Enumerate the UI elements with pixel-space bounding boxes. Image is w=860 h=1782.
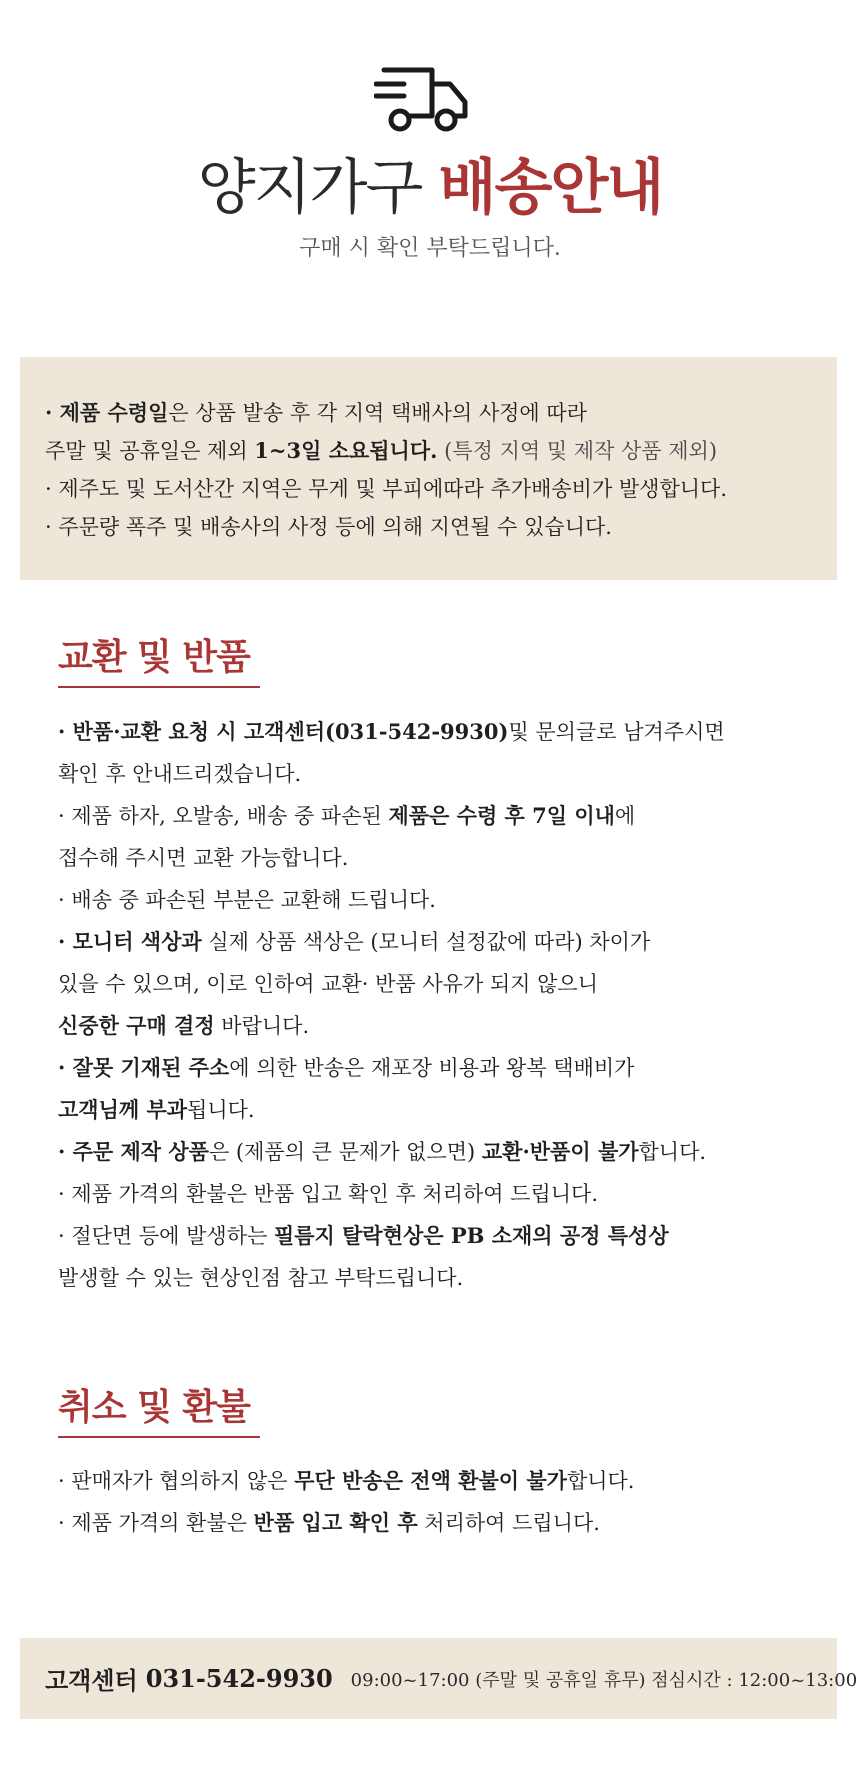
exchange-line <box>58 921 848 963</box>
exchange-emphasis: 제품은 수령 후 7일 이내 <box>388 803 615 828</box>
refund-text: · 제품 가격의 환불은 <box>58 1511 254 1535</box>
refund-text: 처리하여 드립니다. <box>417 1511 600 1535</box>
notice-line: · 제주도 및 도서산간 지역은 무게 및 부피에따라 추가배송비가 발생합니다. <box>45 477 728 501</box>
notice-line <box>45 394 835 432</box>
exchange-line <box>58 1005 848 1047</box>
exchange-emphasis: · 잘못 기재된 주소 <box>58 1055 230 1080</box>
exchange-line: · 제품 가격의 환불은 반품 입고 확인 후 처리하여 드립니다. <box>58 1182 599 1206</box>
exchange-text: 바랍니다. <box>214 1014 310 1038</box>
page-subtitle: 구매 시 확인 부탁드립니다. <box>299 236 561 261</box>
customer-center-label: 고객센터 <box>45 1666 138 1695</box>
exchange-emphasis: · 주문 제작 상품 <box>58 1139 209 1164</box>
customer-center-info <box>45 1638 857 1719</box>
exchange-text: 에 <box>614 804 636 828</box>
exchange-emphasis: · 반품·교환 요청 시 고객센터(031-542-9930) <box>58 719 509 744</box>
exchange-emphasis: 필름지 탈락현상은 PB 소재의 공정 특성상 <box>273 1223 669 1248</box>
exchange-text: 합니다. <box>638 1140 707 1164</box>
refund-emphasis: 무단 반송은 전액 환불이 불가 <box>294 1468 567 1493</box>
exchange-line: 발생할 수 있는 현상인점 참고 부탁드립니다. <box>58 1266 464 1290</box>
exchange-line <box>58 1089 848 1131</box>
notice-line: · 주문량 폭주 및 배송사의 사정 등에 의해 지연될 수 있습니다. <box>45 515 612 539</box>
notice-emphasis: 1~3일 소요됩니다. <box>254 438 438 463</box>
exchange-text: · 절단면 등에 발생하는 <box>58 1224 274 1248</box>
exchange-text: 실제 상품 색상은 (모니터 설정값에 따라) 차이가 <box>201 930 651 954</box>
exchange-line <box>58 711 848 753</box>
exchange-emphasis: 교환·반품이 불가 <box>481 1139 639 1164</box>
exchange-line: 있을 수 있으며, 이로 인하여 교환· 반품 사유가 되지 않으니 <box>58 972 599 996</box>
customer-center-bar <box>20 1638 858 1719</box>
refund-text: · 판매자가 협의하지 않은 <box>58 1469 295 1493</box>
exchange-text: 및 문의글로 남겨주시면 <box>508 720 725 744</box>
exchange-title-underline <box>58 686 260 688</box>
title-brand: 양지가구 <box>197 153 422 223</box>
notice-text: 주말 및 공휴일은 제외 <box>45 439 255 463</box>
exchange-text: · 제품 하자, 오발송, 배송 중 파손된 <box>58 804 389 828</box>
exchange-line: 접수해 주시면 교환 가능합니다. <box>58 846 349 870</box>
refund-line <box>58 1460 848 1502</box>
notice-line <box>45 432 835 470</box>
exchange-text: 에 의한 반송은 재포장 비용과 왕복 택배비가 <box>229 1056 635 1080</box>
refund-section-text <box>58 1460 848 1544</box>
delivery-truck-icon <box>374 64 470 136</box>
refund-text: 합니다. <box>566 1469 635 1493</box>
shipping-notice-box <box>20 357 837 580</box>
notice-text: 은 상품 발송 후 각 지역 택배사의 사정에 따라 <box>168 401 587 425</box>
exchange-emphasis: 신중한 구매 결정 <box>58 1013 215 1038</box>
exchange-section-text <box>58 711 848 1299</box>
exchange-line: · 배송 중 파손된 부분은 교환해 드립니다. <box>58 888 436 912</box>
exchange-line <box>58 795 848 837</box>
customer-center-phone[interactable]: 031-542-9930 <box>145 1664 333 1693</box>
exchange-line: 확인 후 안내드리겠습니다. <box>58 762 302 786</box>
exchange-line <box>58 1047 848 1089</box>
page-title <box>0 150 860 226</box>
customer-center-hours: 09:00~17:00 (주말 및 공휴일 휴무) 점심시간 : 12:00~13:00 <box>350 1669 858 1691</box>
exchange-line <box>58 1215 848 1257</box>
refund-title-underline <box>58 1436 260 1438</box>
exchange-text: 은 (제품의 큰 문제가 없으면) <box>208 1140 482 1164</box>
exchange-emphasis: · 모니터 색상과 <box>58 929 202 954</box>
notice-emphasis: · 제품 수령일 <box>45 400 169 425</box>
notice-text: (특정 지역 및 제작 상품 제외) <box>437 439 718 463</box>
refund-emphasis: 반품 입고 확인 후 <box>253 1510 418 1535</box>
exchange-line <box>58 1131 848 1173</box>
refund-line <box>58 1502 848 1544</box>
refund-section-title: 취소 및 환불 <box>58 1387 250 1428</box>
exchange-text: 됩니다. <box>187 1098 255 1122</box>
shipping-notice-text <box>45 394 835 546</box>
exchange-section-title: 교환 및 반품 <box>58 637 250 678</box>
title-highlight: 배송안내 <box>438 153 663 223</box>
exchange-emphasis: 고객님께 부과 <box>58 1097 188 1122</box>
